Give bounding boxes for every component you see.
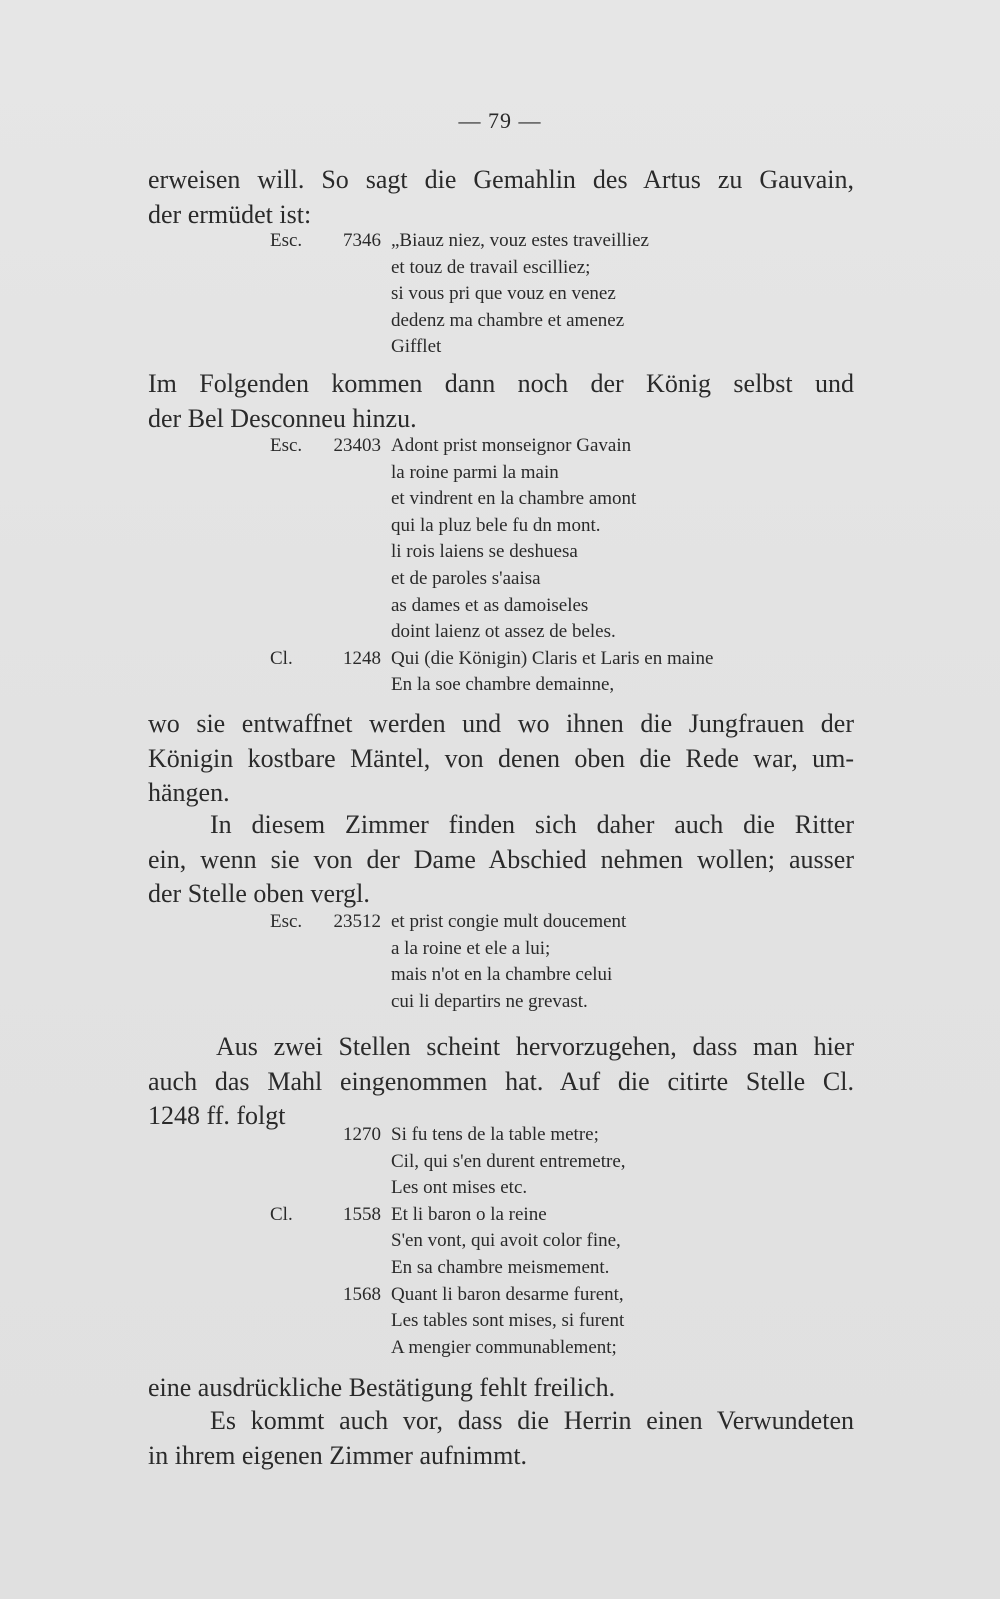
verse-text: a la roine et ele a lui; [391, 937, 551, 959]
verse-line [0, 460, 1000, 487]
paragraph-7 [148, 1404, 854, 1473]
text-line: Aus zwei Stellen scheint hervorzugehen, dass man hier [216, 1032, 854, 1061]
verse-line [0, 1308, 1000, 1335]
text-line: 1248 ff. folgt [148, 1101, 286, 1130]
verse-text: „Biauz niez, vouz estes traveilliez [391, 230, 649, 251]
verse-line [0, 539, 1000, 566]
text-line: hängen. [148, 778, 230, 807]
verse-text: cui li departirs ne grevast. [391, 990, 588, 1012]
verse-line [0, 513, 1000, 540]
paragraph-5 [148, 1030, 854, 1134]
verse-text: Les tables sont mises, si furent [391, 1310, 625, 1332]
text-line: In diesem Zimmer finden sich daher auch die Ritter [210, 810, 854, 839]
verse-text: as dames et as damoiseles [391, 594, 589, 616]
verse-text: si vous pri que vouz en venez [391, 283, 616, 305]
verse-text: doint laienz ot assez de beles. [391, 621, 616, 643]
verse-line [0, 1282, 1000, 1309]
paragraph-4 [148, 808, 854, 912]
verse-line [0, 672, 1000, 699]
verse-text: mais n'ot en la chambre celui [391, 964, 613, 986]
verse-line [0, 619, 1000, 646]
verse-text: et touz de travail escilliez; [391, 256, 591, 278]
verse-quote-4 [0, 1122, 1000, 1361]
text-line: erweisen will. So sagt die Gemahlin des Artus zu Gauvain, [148, 165, 854, 194]
verse-text: Adont prist monseignor Gavain [391, 435, 632, 456]
verse-line [0, 433, 1000, 460]
verse-line [0, 1335, 1000, 1362]
text-line: eine ausdrückliche Bestätigung fehlt freilich. [148, 1373, 616, 1402]
paragraph-1 [148, 163, 854, 232]
verse-quote-3 [0, 909, 1000, 1015]
verse-line [0, 989, 1000, 1016]
verse-line [0, 593, 1000, 620]
verse-source: Cl. [270, 647, 293, 669]
verse-line [0, 228, 1000, 255]
paragraph-2 [148, 367, 854, 436]
verse-line [0, 566, 1000, 593]
verse-text: li rois laiens se deshuesa [391, 541, 578, 563]
verse-line [0, 334, 1000, 361]
verse-line [0, 281, 1000, 308]
verse-line [0, 1122, 1000, 1149]
verse-quote-1 [0, 228, 1000, 361]
text-line: der Bel Desconneu hinzu. [148, 403, 417, 433]
verse-source: Esc. [270, 911, 303, 932]
verse-number: 1270 [343, 1124, 381, 1145]
verse-text: A mengier communablement; [391, 1336, 617, 1358]
verse-text: Cil, qui s'en durent entremetre, [391, 1150, 626, 1172]
verse-quote-2 [0, 433, 1000, 699]
verse-text: En la soe chambre demainne, [391, 674, 615, 696]
verse-source: Esc. [270, 435, 303, 456]
verse-number: 23512 [333, 911, 381, 932]
text-line: auch das Mahl eingenommen hat. Auf die citirte Stelle Cl. [148, 1066, 854, 1096]
verse-text: Les ont mises etc. [391, 1177, 528, 1199]
verse-number: 23403 [333, 435, 381, 456]
verse-number: 7346 [343, 230, 381, 251]
verse-text: dedenz ma chambre et amenez [391, 309, 625, 331]
verse-line [0, 1175, 1000, 1202]
verse-text: et vindrent en la chambre amont [391, 488, 637, 510]
text-line: Königin kostbare Mäntel, von denen oben die Rede war, um- [148, 743, 854, 773]
text-line: in ihrem eigenen Zimmer aufnimmt. [148, 1440, 528, 1470]
verse-text: et de paroles s'aaisa [391, 567, 541, 589]
verse-text: qui la pluz bele fu dn mont. [391, 514, 601, 536]
verse-line [0, 308, 1000, 335]
verse-text: Et li baron o la reine [391, 1203, 547, 1225]
verse-text: S'en vont, qui avoit color fine, [391, 1230, 621, 1252]
verse-text: la roine parmi la main [391, 461, 559, 483]
text-line: Im Folgenden kommen dann noch der König selbst und [148, 369, 854, 398]
verse-number: 1248 [343, 647, 381, 669]
paragraph-3 [148, 707, 854, 811]
verse-line [0, 1149, 1000, 1176]
verse-line [0, 909, 1000, 936]
text-line: der ermüdet ist: [148, 199, 312, 229]
verse-text: Qui (die Königin) Claris et Laris en maine [391, 647, 714, 669]
verse-text: et prist congie mult doucement [391, 911, 627, 932]
verse-line [0, 962, 1000, 989]
page-number: — 79 — [458, 108, 542, 133]
verse-text: En sa chambre meismement. [391, 1256, 610, 1278]
text-line: ein, wenn sie von der Dame Abschied nehmen wollen; ausser [148, 844, 854, 874]
verse-text: Gifflet [391, 336, 442, 358]
verse-line [0, 486, 1000, 513]
verse-text: Quant li baron desarme furent, [391, 1283, 624, 1305]
verse-number: 1568 [343, 1283, 381, 1305]
verse-source: Esc. [270, 230, 303, 251]
verse-source: Cl. [270, 1203, 293, 1225]
text-line: Es kommt auch vor, dass die Herrin einen Verwundeten [210, 1406, 854, 1435]
verse-line [0, 646, 1000, 673]
verse-line [0, 1228, 1000, 1255]
verse-line [0, 936, 1000, 963]
verse-line [0, 1202, 1000, 1229]
paragraph-6 [148, 1371, 854, 1406]
text-line: wo sie entwaffnet werden und wo ihnen die Jungfrauen der [148, 709, 854, 738]
verse-line [0, 1255, 1000, 1282]
verse-number: 1558 [343, 1203, 381, 1225]
text-line: der Stelle oben vergl. [148, 879, 370, 908]
verse-line [0, 255, 1000, 282]
verse-text: Si fu tens de la table metre; [391, 1124, 599, 1145]
